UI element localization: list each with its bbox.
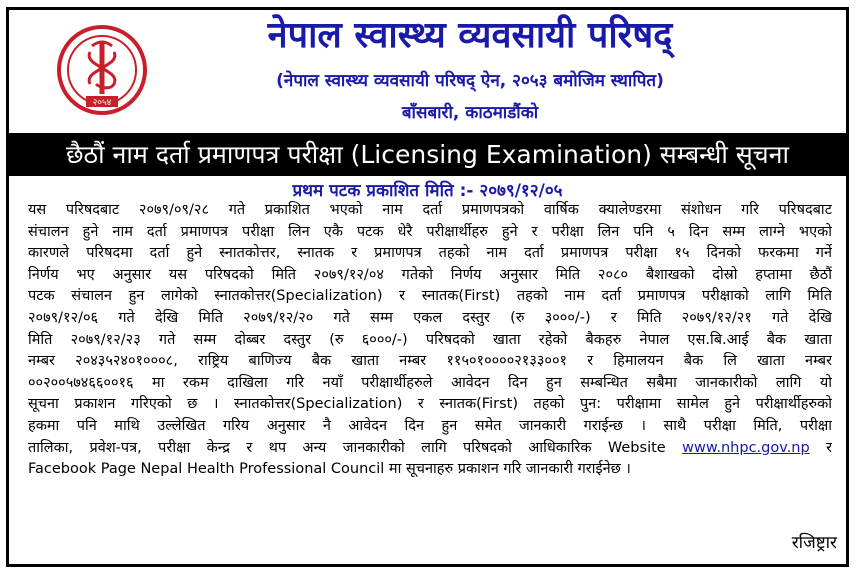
body-line: सूचना प्रकाशन गरिएको छ । स्नातकोत्तर(Specialization) र स्नातक(First) तहको पुन: परीक्षामा सामेल हुने परीक्षार्थीहरुको (28, 396, 832, 413)
registrar-signature: रजिष्ट्रार (791, 533, 837, 553)
body-line: कारणले परिषदमा दर्ता हुने स्नातकोत्तर, स्नातक र प्रमाणपत्र तहको नाम दर्ता प्रमाणपत्र परीक्षा १५ दिनको फरकमा गर्ने (28, 245, 832, 262)
body-line: ००२००५७४६६००१६ मा रकम दाखिला गरि नयाँ परीक्षार्थीहरुले आवेदन दिन हुन सम्बन्धित सबैमा जानकारीको लागि यो (28, 374, 832, 391)
website-suffix: र (826, 439, 832, 456)
body-line: निर्णय भए अनुसार यस परिषदको मिति २०७९/१२/०४ गतेको निर्णय अनुसार मिति २०८० बैशाखको दोस्रो हप्तामा छैठौं (28, 266, 832, 283)
council-logo (56, 24, 148, 116)
body-line: यस परिषदबाट २०७९/०९/२८ गते प्रकाशित भएको नाम दर्ता प्रमाणपत्रको वार्षिक क्यालेण्डरमा संशोधन गरि परिषदबाट (28, 202, 832, 218)
website-prefix: तालिका, प्रवेश-पत्र, परीक्षा केन्द्र र थप अन्य जानकारीको लागि परिषदको आधिकारिक Website (28, 439, 666, 456)
published-date: प्रथम पटक प्रकाशित मिति :- २०७९/१२/०५ (292, 181, 563, 201)
body-line: पटक संचालन हुन लागेको स्नातकोत्तर(Specialization) र स्नातक(First) तहको नाम दर्ता प्रमाणपत्र परीक्षाको लागि मिति (28, 288, 832, 305)
body-line: २०७९/१२/०६ गते देखि मिति २०७९/१२/२० गते सम्म एकल दस्तुर (रु ३०००/-) र मिति २०७९/१२/२१ गते देखि (28, 309, 832, 326)
notice-heading: छैठौं नाम दर्ता प्रमाणपत्र परीक्षा (Licensing Examination) सम्बन्धी सूचना (6, 133, 849, 176)
council-address: बाँसबारी, काठमाडौंको (401, 103, 539, 123)
website-link[interactable]: www.nhpc.gov.np (682, 439, 810, 456)
body-line: नम्बर २०४३५२४०१०००८, राष्ट्रिय बाणिज्य बैक खाता नम्बर ११५०१००००२१३३००१ र हिमालयन बैक लि खाता नम्बर (28, 353, 832, 370)
council-title: नेपाल स्वास्थ्य व्यवसायी परिषद् (267, 15, 673, 56)
body-line: हकमा पनि माथि उल्लेखित गरिय अनुसार नै आवेदन दिन हुन समेत जानकारी गराईन्छ । साथै परीक्षा मिति, परीक्षा (28, 417, 832, 434)
council-subtitle: (नेपाल स्वास्थ्य व्यवसायी परिषद् ऐन, २०५३ बमोजिम स्थापित) (276, 71, 664, 91)
notice-body (28, 200, 832, 481)
body-line: मिति २०७९/१२/२३ गते सम्म दोब्बर दस्तुर (रु ६०००/-) परिषदको खाता रहेको बैकहरु नेपाल एस.बि.आई बैक खाता (28, 331, 832, 348)
body-line: संचालन हुने नाम दर्ता प्रमाणपत्र परीक्षा लिन एकै पटक धेरै परीक्षार्थीहरु हुने र परीक्षा लिन पनि ५ दिन सम्म लाग्ने भएको (28, 223, 832, 240)
body-line-facebook: Facebook Page Nepal Health Professional Council मा सूचनाहरु प्रकाशन गरि जानकारी गराईनेछ । (28, 461, 631, 478)
logo-year: २०५४ (92, 98, 112, 108)
emblem-icon (56, 24, 148, 116)
body-line-website (28, 438, 832, 460)
